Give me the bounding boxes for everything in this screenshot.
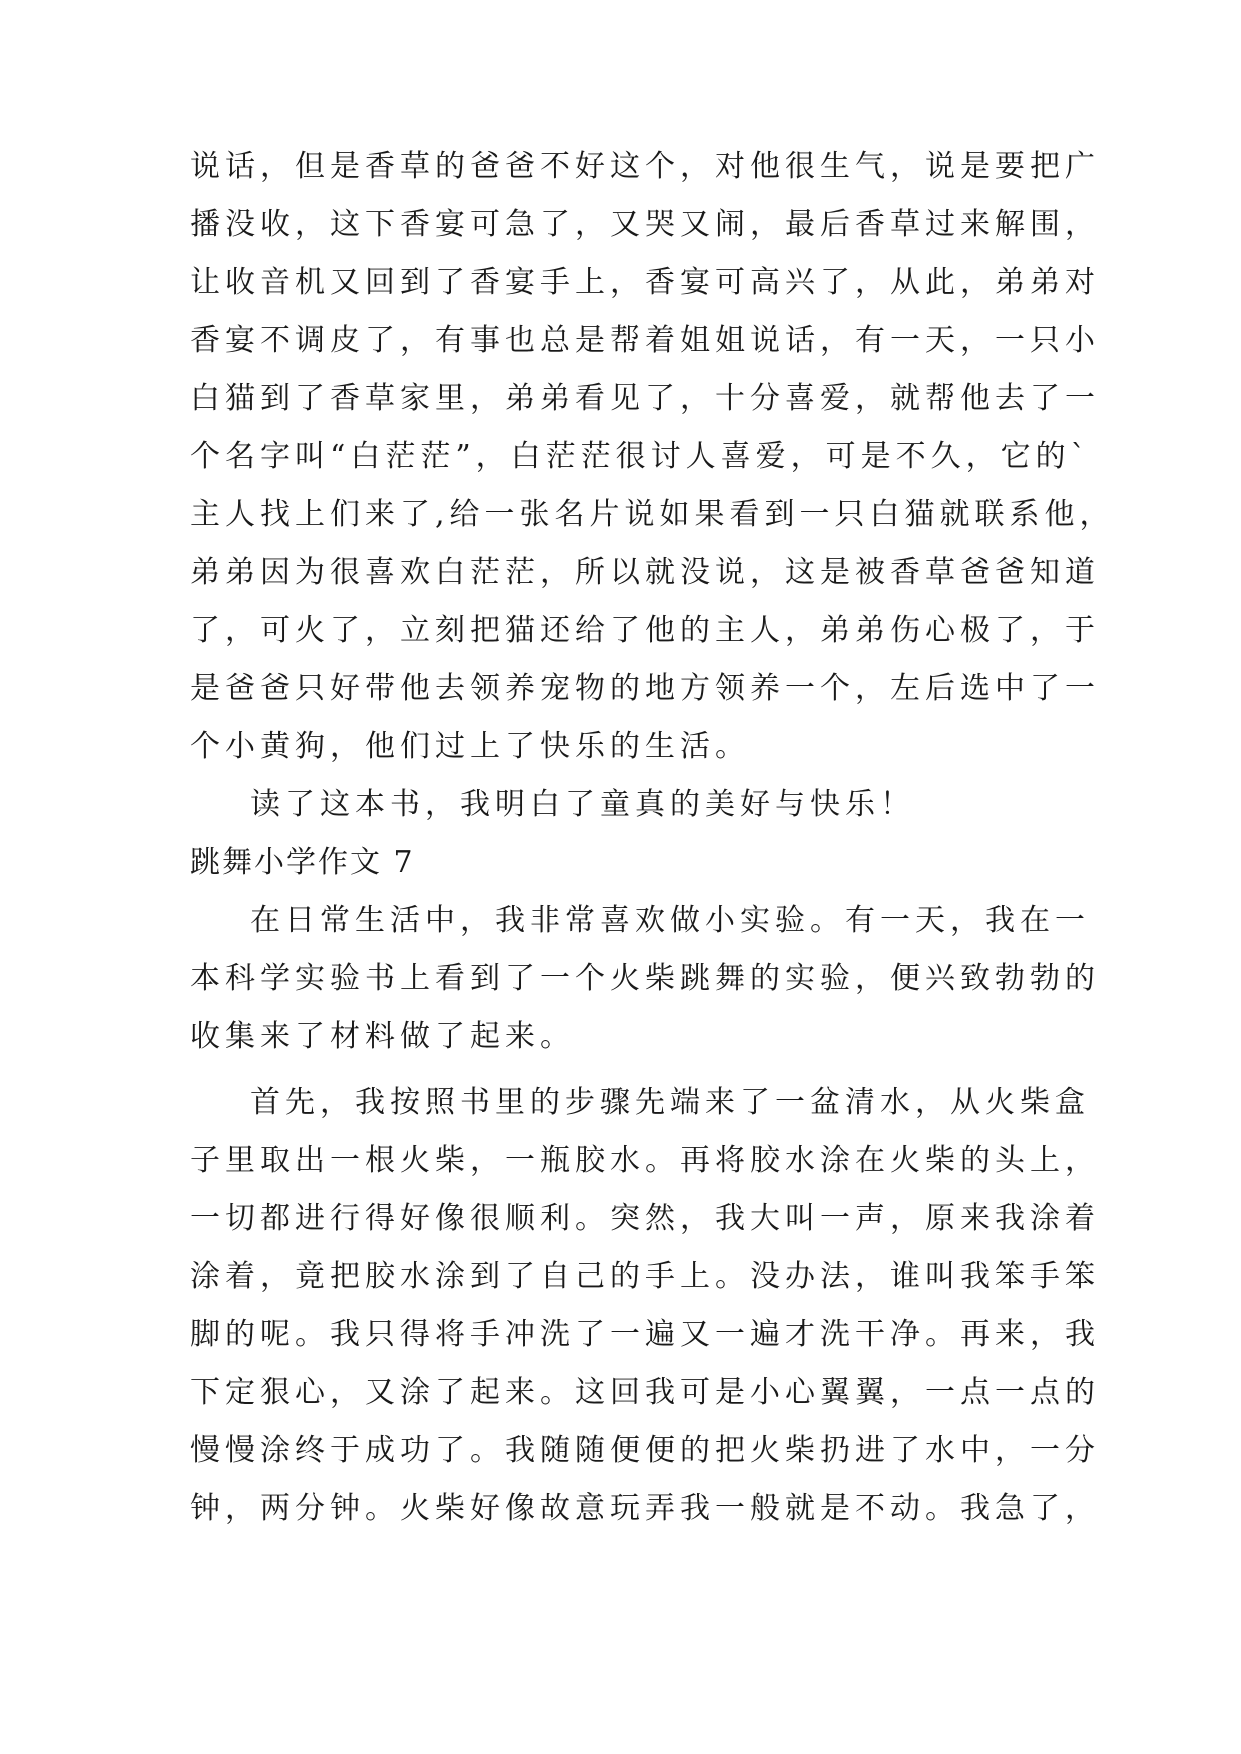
text-line: 钟，两分钟。火柴好像故意玩弄我一般就是不动。我急了，: [190, 1491, 1100, 1526]
text-line: 收集来了材料做了起来。: [190, 1019, 575, 1054]
text-line: 首先，我按照书里的步骤先端来了一盆清水，从火柴盒: [250, 1085, 1090, 1120]
text-line: 一切都进行得好像很顺利。突然，我大叫一声，原来我涂着: [190, 1201, 1100, 1236]
text-line: 慢慢涂终于成功了。我随随便便的把火柴扔进了水中，一分: [190, 1433, 1100, 1468]
text-line: 主人找上们来了,给一张名片说如果看到一只白猫就联系他，: [190, 497, 1115, 532]
text-line: 让收音机又回到了香宴手上，香宴可高兴了，从此，弟弟对: [190, 265, 1100, 300]
section-title: 跳舞小学作文 7: [190, 845, 415, 880]
text-line: 本科学实验书上看到了一个火柴跳舞的实验，便兴致勃勃的: [190, 961, 1100, 996]
text-line: 了，可火了，立刻把猫还给了他的主人，弟弟伤心极了，于: [190, 613, 1100, 648]
text-line: 播没收，这下香宴可急了，又哭又闹，最后香草过来解围，: [190, 207, 1100, 242]
conclusion-line: 读了这本书，我明白了童真的美好与快乐！: [250, 787, 915, 822]
text-line: 香宴不调皮了，有事也总是帮着姐姐说话，有一天，一只小: [190, 323, 1100, 358]
text-line: 弟弟因为很喜欢白茫茫，所以就没说，这是被香草爸爸知道: [190, 555, 1100, 590]
text-line: 涂着，竟把胶水涂到了自己的手上。没办法，谁叫我笨手笨: [190, 1259, 1100, 1294]
text-line: 子里取出一根火柴，一瓶胶水。再将胶水涂在火柴的头上，: [190, 1143, 1100, 1178]
text-line: 个小黄狗，他们过上了快乐的生活。: [190, 729, 750, 764]
text-line: 下定狠心，又涂了起来。这回我可是小心翼翼，一点一点的: [190, 1375, 1100, 1410]
text-line: 是爸爸只好带他去领养宠物的地方领养一个，左后选中了一: [190, 671, 1100, 706]
text-line: 在日常生活中，我非常喜欢做小实验。有一天，我在一: [250, 903, 1090, 938]
text-line: 个名字叫“白茫茫”，白茫茫很讨人喜爱，可是不久，它的`: [190, 439, 1091, 474]
text-line: 脚的呢。我只得将手冲洗了一遍又一遍才洗干净。再来，我: [190, 1317, 1100, 1352]
text-line: 白猫到了香草家里，弟弟看见了，十分喜爱，就帮他去了一: [190, 381, 1100, 416]
text-line: 说话，但是香草的爸爸不好这个，对他很生气，说是要把广: [190, 149, 1100, 184]
